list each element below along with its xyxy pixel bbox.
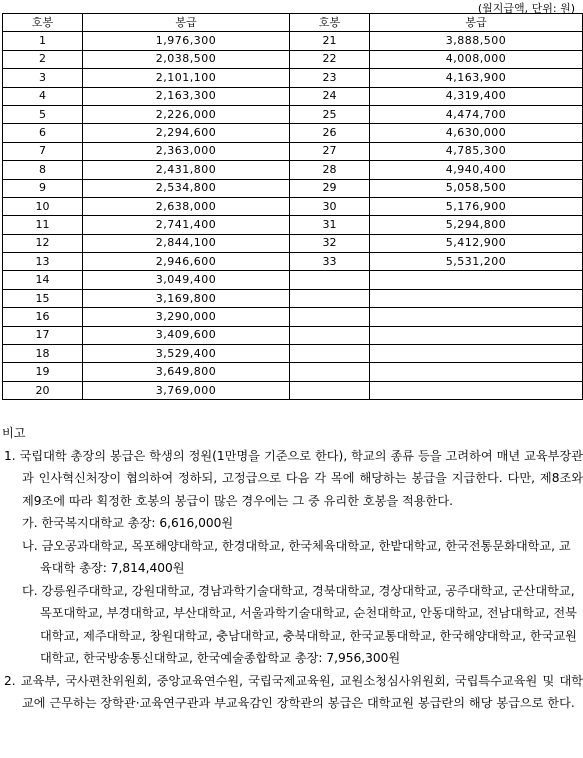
header-step-left: 호봉 (3, 14, 83, 32)
step-cell (290, 289, 370, 307)
pay-cell: 2,038,500 (83, 50, 290, 68)
pay-cell: 2,844,100 (83, 234, 290, 252)
note-item-1-b: 나. 금오공과대학교, 목포해양대학교, 한경대학교, 한국체육대학교, 한밭대학교, 한국전통문화대학교, 교육대학 총장: 7,814,400원 (22, 538, 571, 575)
table-row (3, 69, 583, 87)
step-cell: 28 (290, 161, 370, 179)
step-cell: 26 (290, 124, 370, 142)
note-item-1-c: 다. 강릉원주대학교, 강원대학교, 경남과학기술대학교, 경북대학교, 경상대학교, 공주대학교, 군산대학교, 목포대학교, 부경대학교, 부산대학교, 서울과학기술대학교, 순천대학교, 안동대학교, 전남대학교, 전북대학교, 제주대학교, 창원대학교, 충남대학교, 충북대학교, 한국교통대학교, 한국해양대학교, 한국교원대학교, 한국방송통신대학교, 한국예술종합학교 총장: 7,956,300원 (22, 583, 577, 665)
step-cell: 22 (290, 50, 370, 68)
step-cell: 21 (290, 32, 370, 50)
pay-cell: 3,649,800 (83, 363, 290, 381)
pay-cell: 2,946,600 (83, 253, 290, 271)
step-cell: 4 (3, 87, 83, 105)
pay-cell: 2,294,600 (83, 124, 290, 142)
note-item-1: 1. 국립대학 총장의 봉급은 학생의 정원(1만명을 기준으로 한다), 학교의 종류 등을 고려하여 매년 교육부장관과 인사혁신처장이 협의하여 정하되, 고정급으로 다음 각 목에 해당하는 봉급을 지급한다. 다만, 제8조와 제9조에 따라 획정한 호봉의 봉급이 많은 경우에는 그 중 유리한 호봉을 적용한다. (4, 448, 583, 508)
step-cell: 5 (3, 105, 83, 123)
table-row (3, 105, 583, 123)
table-row (3, 363, 583, 381)
pay-cell (370, 308, 583, 326)
pay-cell: 5,058,500 (370, 179, 583, 197)
table-row (3, 179, 583, 197)
step-cell (290, 271, 370, 289)
table-row (3, 345, 583, 363)
header-pay-right: 봉급 (370, 14, 583, 32)
pay-cell: 2,534,800 (83, 179, 290, 197)
step-cell: 23 (290, 69, 370, 87)
pay-cell: 3,409,600 (83, 326, 290, 344)
step-cell: 15 (3, 289, 83, 307)
step-cell: 6 (3, 124, 83, 142)
pay-cell: 3,888,500 (370, 32, 583, 50)
pay-cell: 3,169,800 (83, 289, 290, 307)
pay-cell: 4,319,400 (370, 87, 583, 105)
pay-cell (370, 363, 583, 381)
step-cell (290, 381, 370, 399)
note-item-2: 2. 교육부, 국사편찬위원회, 중앙교육연수원, 국립국제교육원, 교원소청심사위원회, 국립특수교육원 및 대학교에 근무하는 장학관·교육연구관과 부교육감인 장학관의 봉급은 대학교원 봉급란의 해당 봉급으로 한다. (4, 673, 583, 710)
pay-cell (370, 326, 583, 344)
pay-cell: 2,163,300 (83, 87, 290, 105)
table-row (3, 197, 583, 215)
step-cell: 12 (3, 234, 83, 252)
step-cell: 31 (290, 216, 370, 234)
table-row (3, 308, 583, 326)
pay-cell: 4,163,900 (370, 69, 583, 87)
table-header-row (3, 14, 583, 32)
pay-cell: 3,529,400 (83, 345, 290, 363)
step-cell: 14 (3, 271, 83, 289)
step-cell: 19 (3, 363, 83, 381)
header-pay-left: 봉급 (83, 14, 290, 32)
step-cell: 10 (3, 197, 83, 215)
pay-cell: 3,049,400 (83, 271, 290, 289)
table-row (3, 381, 583, 399)
unit-note: (월지급액, 단위: 원) (477, 2, 575, 15)
step-cell: 24 (290, 87, 370, 105)
table-row (3, 50, 583, 68)
pay-cell: 2,741,400 (83, 216, 290, 234)
step-cell: 30 (290, 197, 370, 215)
step-cell (290, 326, 370, 344)
pay-cell: 4,008,000 (370, 50, 583, 68)
step-cell: 8 (3, 161, 83, 179)
pay-cell: 2,101,100 (83, 69, 290, 87)
pay-cell: 5,412,900 (370, 234, 583, 252)
step-cell: 27 (290, 142, 370, 160)
pay-cell: 5,176,900 (370, 197, 583, 215)
step-cell: 17 (3, 326, 83, 344)
table-row (3, 271, 583, 289)
pay-cell: 5,294,800 (370, 216, 583, 234)
pay-cell (370, 381, 583, 399)
table-row (3, 32, 583, 50)
step-cell: 7 (3, 142, 83, 160)
step-cell (290, 363, 370, 381)
step-cell (290, 345, 370, 363)
step-cell: 25 (290, 105, 370, 123)
step-cell: 16 (3, 308, 83, 326)
pay-cell: 2,431,800 (83, 161, 290, 179)
table-row (3, 124, 583, 142)
table-row (3, 216, 583, 234)
step-cell: 2 (3, 50, 83, 68)
step-cell: 18 (3, 345, 83, 363)
pay-cell: 4,785,300 (370, 142, 583, 160)
table-row (3, 161, 583, 179)
pay-cell: 4,474,700 (370, 105, 583, 123)
pay-cell: 5,531,200 (370, 253, 583, 271)
notes-heading: 비고 (2, 426, 26, 440)
step-cell: 33 (290, 253, 370, 271)
table-row (3, 253, 583, 271)
step-cell (290, 308, 370, 326)
note-item-1-a: 가. 한국복지대학교 총장: 6,616,000원 (22, 516, 234, 530)
pay-cell: 3,769,000 (83, 381, 290, 399)
pay-cell: 4,630,000 (370, 124, 583, 142)
header-step-right: 호봉 (290, 14, 370, 32)
pay-cell (370, 289, 583, 307)
step-cell: 1 (3, 32, 83, 50)
pay-cell: 4,940,400 (370, 161, 583, 179)
pay-cell: 2,363,000 (83, 142, 290, 160)
step-cell: 32 (290, 234, 370, 252)
step-cell: 13 (3, 253, 83, 271)
table-row (3, 142, 583, 160)
table-row (3, 234, 583, 252)
table-row (3, 289, 583, 307)
step-cell: 9 (3, 179, 83, 197)
salary-table (2, 13, 583, 400)
table-row (3, 326, 583, 344)
pay-cell: 2,638,000 (83, 197, 290, 215)
step-cell: 20 (3, 381, 83, 399)
pay-cell (370, 345, 583, 363)
notes-section (0, 422, 583, 715)
step-cell: 11 (3, 216, 83, 234)
pay-cell: 3,290,000 (83, 308, 290, 326)
pay-cell: 1,976,300 (83, 32, 290, 50)
pay-cell: 2,226,000 (83, 105, 290, 123)
pay-cell (370, 271, 583, 289)
table-row (3, 87, 583, 105)
step-cell: 3 (3, 69, 83, 87)
step-cell: 29 (290, 179, 370, 197)
